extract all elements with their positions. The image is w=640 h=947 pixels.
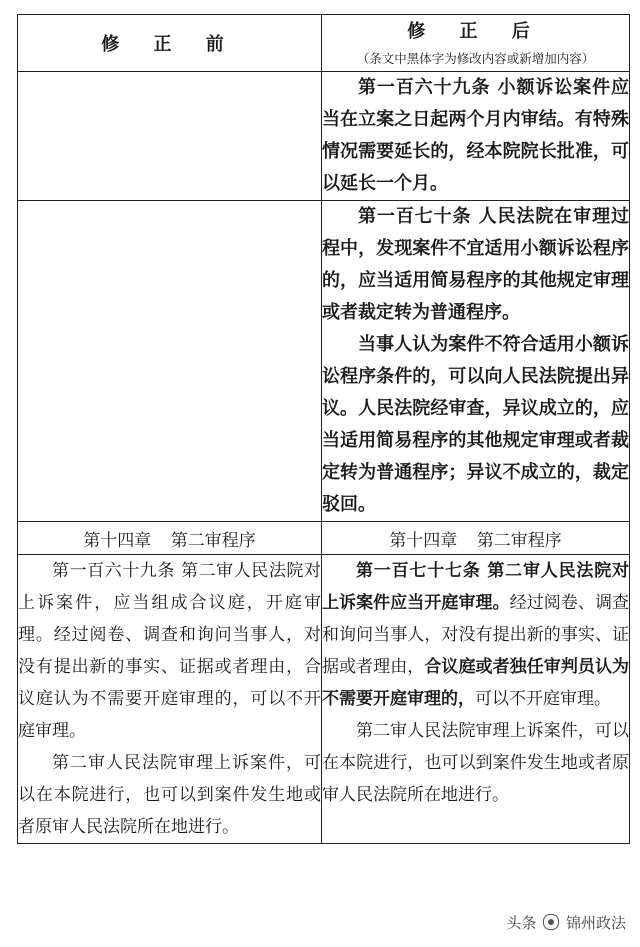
after-header [322, 15, 630, 72]
after-header-title: 修 正 后 [407, 21, 544, 42]
article-paragraph: 第二审人民法院审理上诉案件，可以在本院进行，也可以到案件发生地或者原审人民法院所在地进行。 [322, 721, 629, 805]
article-paragraph: 第一百七十条 人民法院在审理过程中，发现案件不宜适用小额诉讼程序的，应当适用简易程序的其他规定审理或者裁定转为普通程序。 [322, 206, 629, 323]
article-paragraph: 第一百六十九条 小额诉讼案件应当在立案之日起两个月内审结。有特殊情况需要延长的，经本院院长批准，可以延长一个月。 [322, 77, 629, 194]
original-text: 可以不开庭审理。 [475, 689, 611, 709]
row-article-169-new [18, 72, 630, 201]
watermark-prefix: 头条 [506, 914, 537, 932]
before-cell-empty [18, 72, 322, 201]
amended-text: 合议庭或者独任审判员认为不需要开庭审理的， [322, 657, 630, 709]
row-article-170-new [18, 201, 630, 522]
header-row [18, 15, 630, 72]
chapter-heading-after: 第十四章 第二审程序 [322, 522, 630, 555]
amended-text: 第一百七十七条 第二审人民法院对上诉案件应当开庭审理。 [322, 561, 629, 613]
after-cell [322, 555, 630, 844]
article-paragraph: 第二审人民法院审理上诉案件，可以在本院进行，也可以到案件发生地或者原审人民法院所在地进行。 [18, 753, 321, 837]
row-second-instance [18, 555, 630, 844]
before-cell [18, 555, 322, 844]
chapter-heading-before: 第十四章 第二审程序 [18, 522, 322, 555]
chapter-row [18, 522, 630, 555]
after-cell [322, 72, 630, 201]
before-cell-empty [18, 201, 322, 522]
article-paragraph: 当事人认为案件不符合适用小额诉讼程序条件的，可以向人民法院提出异议。人民法院经审查，异议成立的，应当适用简易程序的其他规定审理或者裁定转为普通程序；异议不成立的，裁定驳回。 [322, 334, 629, 515]
article-paragraph: 第一百六十九条 第二审人民法院对上诉案件，应当组成合议庭，开庭审理。经过阅卷、调查和询问当事人，对没有提出新的事实、证据或者理由，合议庭认为不需要开庭审理的，可以不开庭审理。 [18, 561, 321, 741]
article-paragraph [322, 555, 629, 715]
watermark [506, 912, 626, 933]
after-cell [322, 201, 630, 522]
after-header-note: （条文中黑体字为修改内容或新增加内容） [356, 51, 595, 66]
comparison-table [17, 14, 630, 844]
watermark-account: 锦州政法 [565, 914, 626, 932]
before-header: 修 正 前 [18, 15, 322, 72]
original-text: 经过阅卷、调查和询问当事人，对没有提出新的事实、证据或者理由， [322, 593, 630, 677]
toutiao-logo-icon [543, 914, 559, 930]
